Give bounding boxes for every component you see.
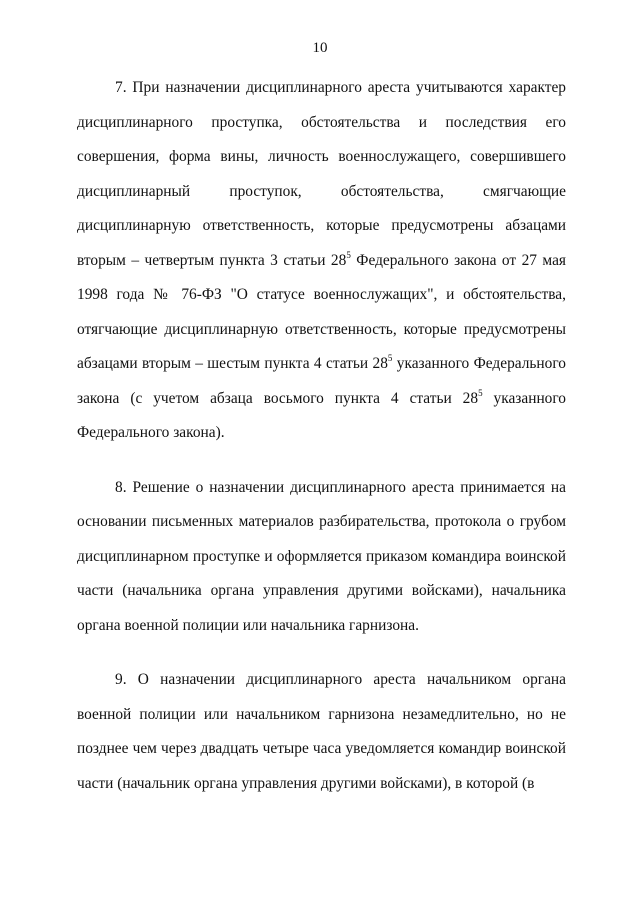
- paragraph-7-part-a: 7. При назначении дисциплинарного ареста учитываются характер дисциплинарного проступка, обстоятельства и последствия его совершения, форма вины, личность военнослужащего, совершившего дисциплинарный проступок, обстоятельства, смягчающие дисциплинарную ответственность, которые предусмотрены абзацами вторым – четвертым пункта 3 статьи 28: [77, 79, 566, 269]
- page-number: 10: [312, 40, 328, 56]
- document-body: [77, 71, 566, 821]
- paragraph-9: 9. О назначении дисциплинарного ареста начальником органа военной полиции или начальником гарнизона незамедлительно, но не позднее чем через двадцать четыре часа уведомляется командир воинской части (начальник органа управления другими войсками), в которой (в: [77, 671, 566, 792]
- paragraph-7-part-c: указанного Федерального закона (с учетом абзаца восьмого пункта 4 статьи 28: [77, 355, 566, 407]
- paragraph-7-part-b: Федерального закона от 27 мая 1998 года № 76-ФЗ "О статусе военнослужащих", и обстоятельства, отягчающие дисциплинарную ответственность, которые предусмотрены абзацами вторым – шестым пункта 4 статьи 28: [77, 251, 566, 372]
- paragraph-7: [77, 71, 566, 451]
- paragraph-8: 8. Решение о назначении дисциплинарного ареста принимается на основании письменных материалов разбирательства, протокола о грубом дисциплинарном проступке и оформляется приказом командира воинской части (начальника органа управления другими войсками), начальника органа военной полиции или начальника гарнизона.: [77, 478, 566, 634]
- superscript-5: 5: [346, 249, 351, 260]
- superscript-5: 5: [387, 353, 393, 363]
- superscript-5: 5: [478, 387, 483, 398]
- paragraph-7-part-d: указанного Федерального закона).: [77, 389, 567, 441]
